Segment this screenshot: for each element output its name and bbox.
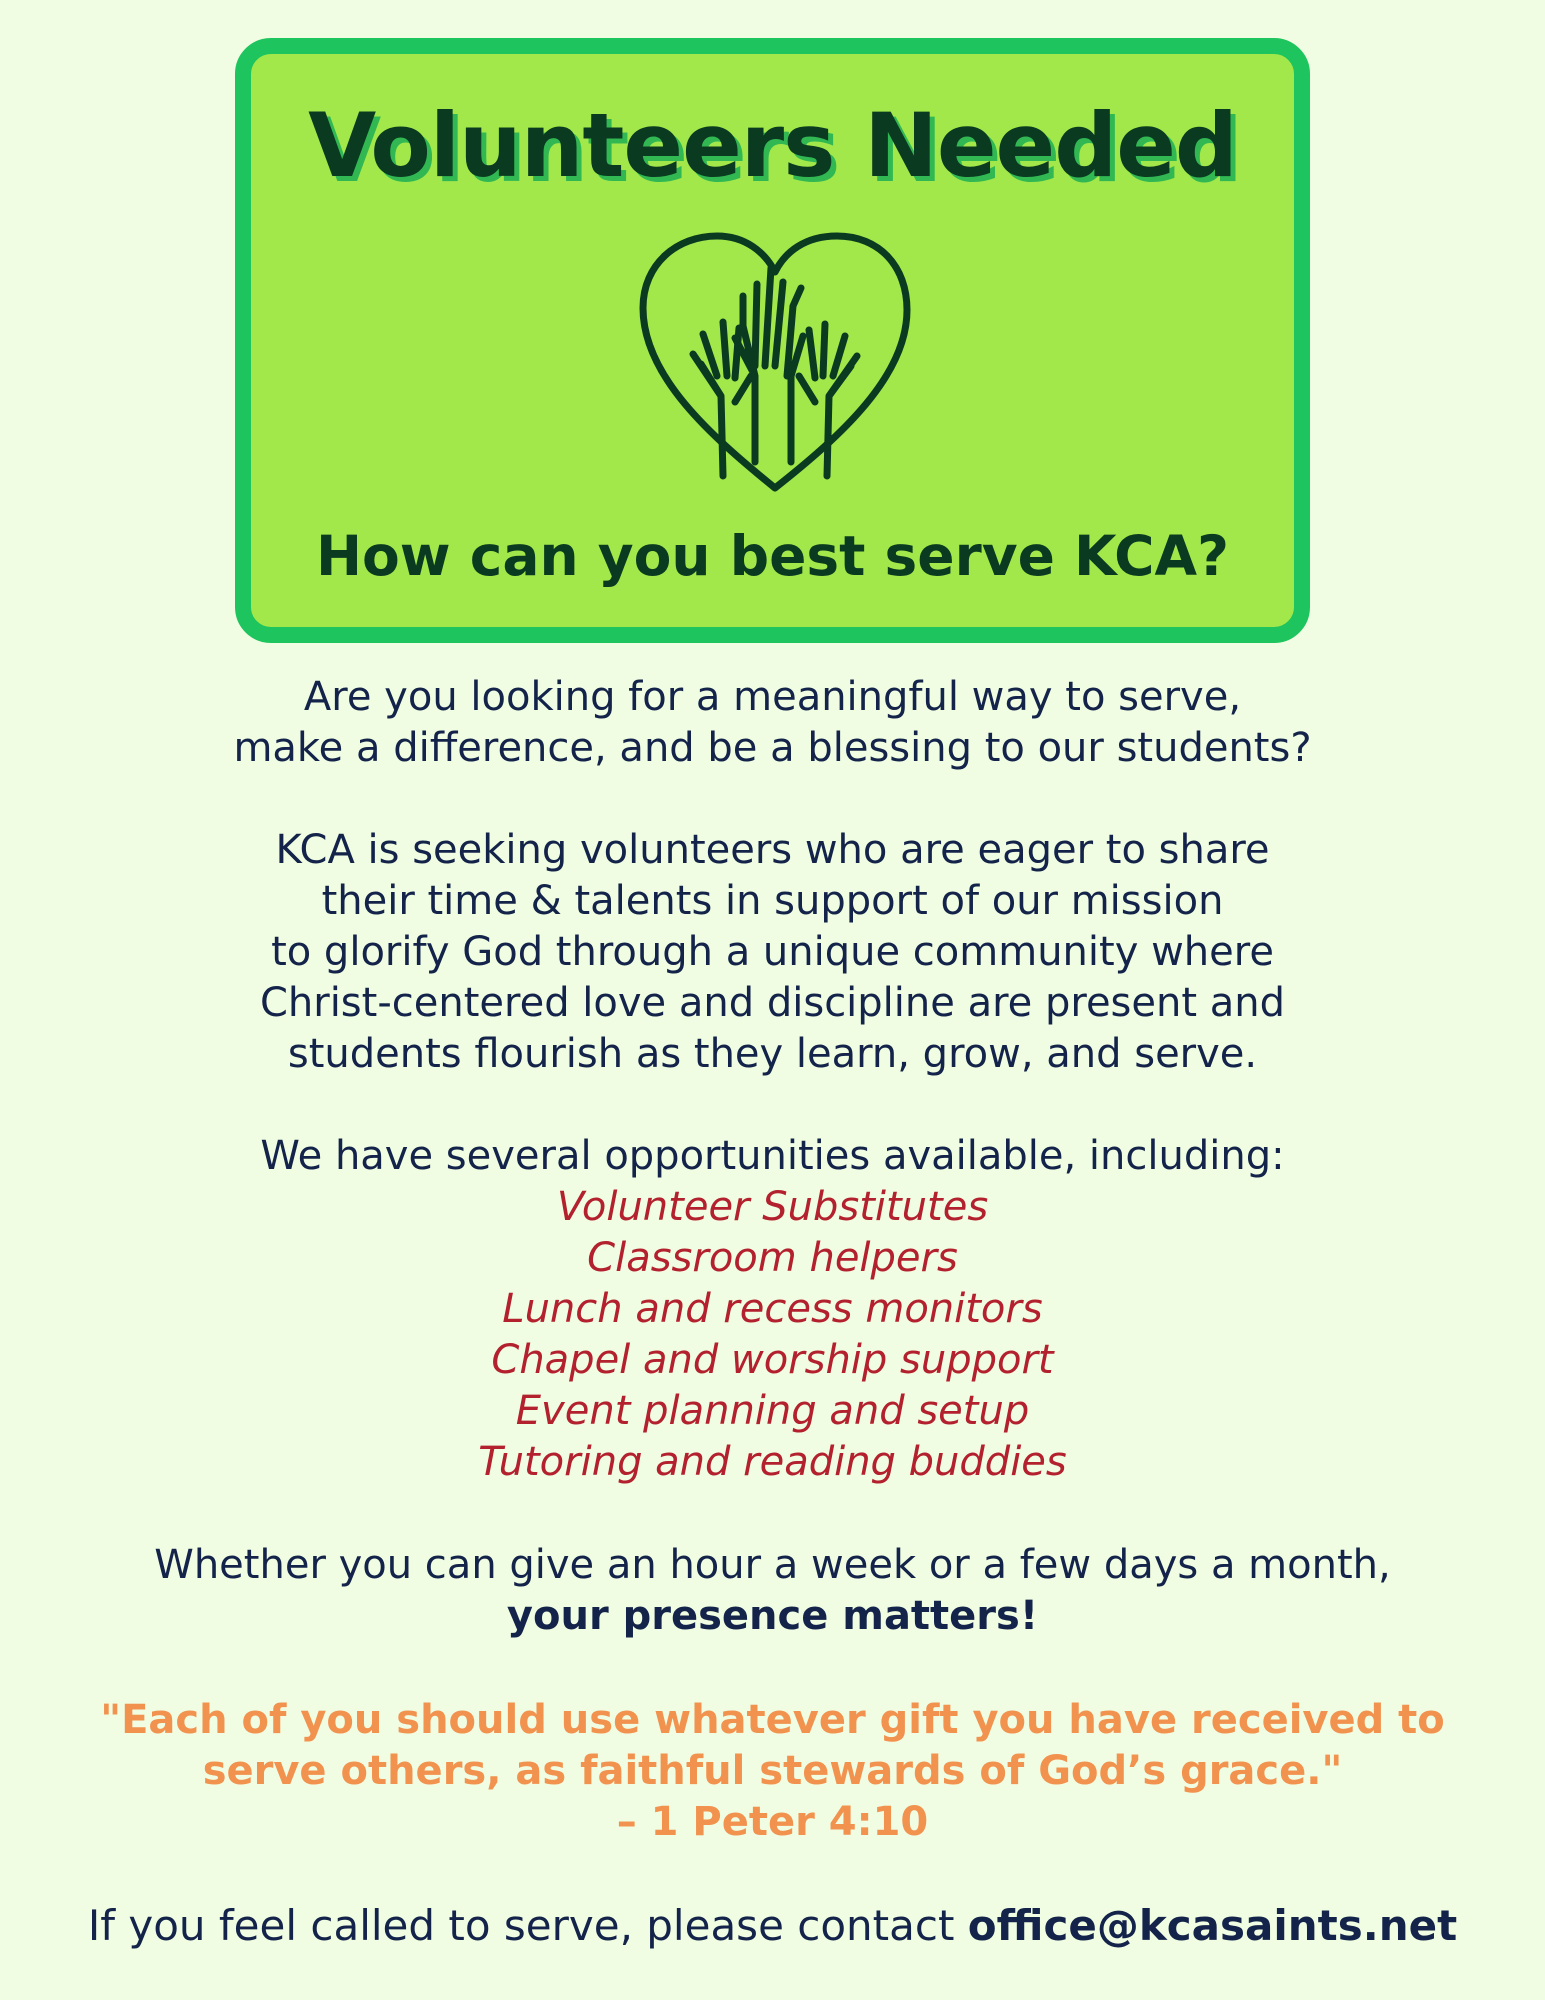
commitment-paragraph [0, 1540, 1545, 1642]
opportunities-intro-text: We have several opportunities available, including: [260, 1133, 1285, 1179]
mission-line: KCA is seeking volunteers who are eager to share [275, 827, 1270, 873]
quote-citation: – 1 Peter 4:10 [616, 1799, 929, 1845]
intro-line: Are you looking for a meaningful way to serve, [303, 674, 1242, 720]
mission-line: Christ-centered love and discipline are present and [259, 980, 1286, 1026]
mission-line: their time & talents in support of our mission [321, 878, 1224, 924]
list-item: Tutoring and reading buddies [478, 1439, 1067, 1485]
banner-subtitle: How can you best serve KCA? [315, 524, 1230, 588]
list-item: Lunch and recess monitors [502, 1286, 1043, 1332]
contact-line [0, 1900, 1545, 1952]
page-title: Volunteers Needed [308, 94, 1237, 197]
list-item: Classroom helpers [587, 1235, 958, 1281]
list-item: Event planning and setup [515, 1388, 1030, 1434]
header-banner [235, 38, 1310, 643]
commitment-emphasis: your presence matters! [506, 1593, 1039, 1639]
mission-line: students flourish as they learn, grow, and serve. [287, 1031, 1258, 1077]
heart-with-raised-hands-icon [631, 226, 919, 498]
intro-paragraph [0, 672, 1545, 774]
list-item: Volunteer Substitutes [556, 1184, 989, 1230]
mission-paragraph [0, 825, 1545, 1080]
commitment-line: Whether you can give an hour a week or a few days a month, [154, 1542, 1391, 1588]
contact-email-link[interactable]: office@kcasaints.net [967, 1901, 1458, 1950]
quote-line: serve others, as faithful stewards of God’s grace." [202, 1748, 1343, 1794]
list-item: Chapel and worship support [491, 1337, 1054, 1383]
scripture-quote [0, 1695, 1545, 1848]
opportunities-intro [0, 1131, 1545, 1182]
opportunities-list [0, 1182, 1545, 1488]
quote-line: "Each of you should use whatever gift you have received to [100, 1697, 1445, 1743]
intro-line: make a difference, and be a blessing to our students? [233, 725, 1312, 771]
contact-prefix: If you feel called to serve, please contact [87, 1901, 968, 1950]
mission-line: to glorify God through a unique community where [271, 929, 1274, 975]
